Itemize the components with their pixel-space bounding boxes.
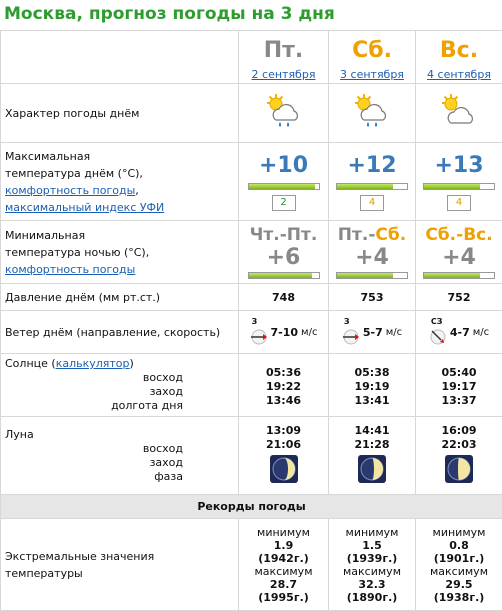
row-label-pressure: Давление днём (мм рт.ст.) xyxy=(1,284,239,311)
night-label: Сб.-Вс. xyxy=(416,225,502,245)
pressure-value: 752 xyxy=(416,284,502,311)
sunrise-time: 05:38 xyxy=(329,366,415,380)
night-label: Чт.-Пт. xyxy=(239,225,328,245)
moon-phase-icon xyxy=(269,454,299,484)
day-name: Сб. xyxy=(329,39,415,63)
forecast-table xyxy=(0,30,502,611)
uvi-link[interactable]: максимальный индекс УФИ xyxy=(5,201,164,214)
comfort-bar-fill xyxy=(337,184,393,189)
record-cell: минимум 1.5 (1939г.) максимум 32.3 (1890г.) xyxy=(329,519,416,611)
day-date-link[interactable]: 2 сентября xyxy=(252,68,316,81)
comfort-bar-fill xyxy=(424,184,480,189)
comfort-bar xyxy=(336,272,408,279)
corner-cell xyxy=(1,31,239,84)
row-label-max-temp: Максимальная температура днём (°C), комфортность погоды, максимальный индекс УФИ xyxy=(1,143,239,221)
moonset-time: 21:06 xyxy=(239,438,328,452)
comfort-bar xyxy=(423,183,495,190)
max-temp-row xyxy=(1,143,502,221)
day-length: 13:46 xyxy=(239,394,328,408)
max-temp-value: +12 xyxy=(329,153,415,179)
comfort-link[interactable]: комфортность погоды xyxy=(5,263,135,276)
day-length: 13:41 xyxy=(329,394,415,408)
row-label-min-temp: Минимальная температура ночью (°C), комфортность погоды xyxy=(1,221,239,284)
sunrise-time: 05:40 xyxy=(416,366,502,380)
wind-speed: 4-7 xyxy=(450,326,470,339)
day-header-row xyxy=(1,31,502,84)
wind-direction-icon xyxy=(250,328,268,346)
comfort-link[interactable]: комфортность погоды xyxy=(5,184,135,197)
day-name: Пт. xyxy=(239,39,328,63)
min-temp-value: +6 xyxy=(239,245,328,271)
cloud-sun-rain-icon xyxy=(264,91,304,131)
day-date-link[interactable]: 3 сентября xyxy=(340,68,404,81)
pressure-value: 748 xyxy=(239,284,329,311)
cloud-sun-icon xyxy=(439,91,479,131)
wind-direction-icon xyxy=(342,328,360,346)
record-cell: минимум 1.9 (1942г.) максимум 28.7 (1995г.) xyxy=(239,519,329,611)
day-date-link[interactable]: 4 сентября xyxy=(427,68,491,81)
day-header-sun xyxy=(416,31,502,84)
cloud-sun-rain-icon xyxy=(352,91,392,131)
wind-speed: 7-10 xyxy=(271,326,299,339)
pressure-value: 753 xyxy=(329,284,416,311)
row-label-wind: Ветер днём (направление, скорость) xyxy=(1,311,239,354)
min-temp-value: +4 xyxy=(416,245,502,271)
records-row xyxy=(1,519,502,611)
sunset-time: 19:19 xyxy=(329,380,415,394)
max-temp-value: +10 xyxy=(239,153,328,179)
page-title: Москва, прогноз погоды на 3 дня xyxy=(0,0,502,30)
sunset-time: 19:17 xyxy=(416,380,502,394)
comfort-bar-fill xyxy=(249,184,316,189)
comfort-bar xyxy=(336,183,408,190)
row-label-extreme: Экстремальные значения температуры xyxy=(1,519,239,611)
uvi-badge: 4 xyxy=(447,195,471,211)
moonset-time: 21:28 xyxy=(329,438,415,452)
comfort-bar xyxy=(248,272,320,279)
pressure-row xyxy=(1,284,502,311)
comfort-bar xyxy=(423,272,495,279)
sunset-time: 19:22 xyxy=(239,380,328,394)
moonrise-time: 14:41 xyxy=(329,424,415,438)
uvi-badge: 2 xyxy=(272,195,296,211)
records-header: Рекорды погоды xyxy=(1,495,502,519)
row-label-sun: Солнце (калькулятор) восход заход долгота дня xyxy=(1,354,239,417)
comfort-bar-fill xyxy=(337,273,393,278)
wind-speed: 5-7 xyxy=(363,326,383,339)
night-label: Пт.-Сб. xyxy=(329,225,415,245)
row-label-moon: Луна восход заход фаза xyxy=(1,417,239,495)
moon-row xyxy=(1,417,502,495)
uvi-badge: 4 xyxy=(360,195,384,211)
wind-row: Ветер днём (направление, скорость) З 7-10 м/с З 5-7 м/с СЗ 4-7 м/с xyxy=(1,311,502,354)
comfort-bar-fill xyxy=(249,273,312,278)
day-name: Вс. xyxy=(416,39,502,63)
comfort-bar-fill xyxy=(424,273,480,278)
moon-phase-icon xyxy=(444,454,474,484)
moonrise-time: 16:09 xyxy=(416,424,502,438)
weather-row xyxy=(1,84,502,143)
min-temp-row xyxy=(1,221,502,284)
record-cell: минимум 0.8 (1901г.) максимум 29.5 (1938г.) xyxy=(416,519,502,611)
moon-phase-icon xyxy=(357,454,387,484)
day-header-sat xyxy=(329,31,416,84)
records-header-row xyxy=(1,495,502,519)
sunrise-time: 05:36 xyxy=(239,366,328,380)
day-length: 13:37 xyxy=(416,394,502,408)
moonset-time: 22:03 xyxy=(416,438,502,452)
wind-direction-icon xyxy=(429,328,447,346)
comfort-bar xyxy=(248,183,320,190)
moonrise-time: 13:09 xyxy=(239,424,328,438)
day-header-fri xyxy=(239,31,329,84)
sun-row xyxy=(1,354,502,417)
max-temp-value: +13 xyxy=(416,153,502,179)
min-temp-value: +4 xyxy=(329,245,415,271)
row-label-weather: Характер погоды днём xyxy=(1,84,239,143)
calculator-link[interactable]: калькулятор xyxy=(56,357,130,370)
